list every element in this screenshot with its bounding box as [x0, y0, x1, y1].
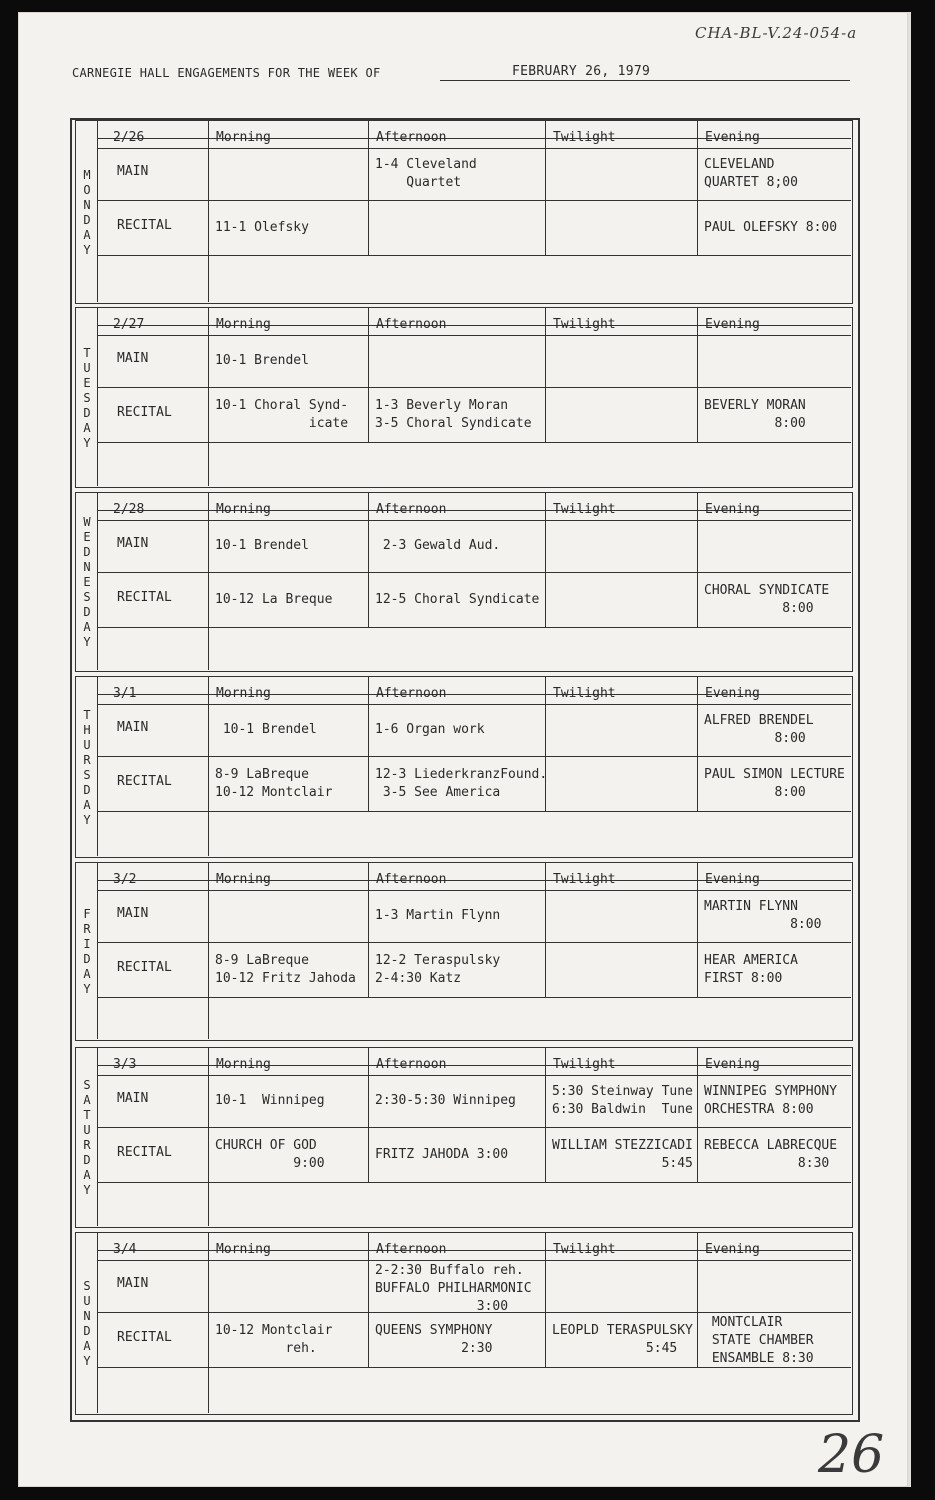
column-header-afternoon: Afternoon	[376, 686, 447, 701]
row-label-recital: RECITAL	[117, 960, 172, 975]
page-number: 26	[818, 1425, 885, 1485]
day-name-letter: D	[83, 405, 91, 420]
cell-recital-twilight: LEOPLD TERASPULSKY 5:45	[552, 1322, 693, 1356]
column-header-morning: Morning	[216, 872, 271, 887]
day-name-letter: O	[83, 182, 91, 197]
row-label-recital: RECITAL	[117, 218, 172, 233]
day-name-letter: S	[83, 767, 91, 782]
column-header-afternoon: Afternoon	[376, 1242, 447, 1257]
row-divider	[97, 148, 851, 149]
slot-column-divider	[208, 120, 209, 302]
cell-main-afternoon: 1-6 Organ work	[375, 722, 485, 737]
day-name-letter: S	[83, 390, 91, 405]
day-name-letter: W	[83, 515, 91, 529]
day-name	[75, 1078, 99, 1198]
column-header-morning: Morning	[216, 1057, 271, 1072]
day-name-letter: D	[83, 1324, 91, 1338]
cell-recital-evening: MONTCLAIR STATE CHAMBER ENSAMBLE 8:30	[711, 1315, 814, 1366]
slot-column-divider	[697, 1232, 698, 1367]
cell-main-afternoon: 1-3 Martin Flynn	[375, 908, 501, 923]
cell-recital-afternoon: 1-3 Beverly Moran 3-5 Choral Syndicate	[375, 397, 532, 431]
day-name-letter: D	[83, 782, 91, 797]
slot-column-divider	[545, 307, 546, 442]
column-header-evening: Evening	[705, 686, 760, 701]
cell-recital-afternoon: 12-3 LiederkranzFound. 3-5 See America	[375, 766, 548, 800]
day-name-letter: E	[83, 375, 91, 390]
row-label-main: MAIN	[117, 164, 149, 179]
day-name	[75, 1279, 99, 1369]
row-divider	[97, 335, 851, 336]
cell-recital-twilight: WILLIAM STEZZICADI 5:45	[552, 1137, 693, 1171]
row-divider	[97, 1127, 851, 1128]
row-divider	[97, 704, 851, 705]
row-divider	[97, 942, 851, 943]
slot-column-divider	[208, 307, 209, 486]
row-divider	[97, 811, 851, 812]
day-name-letter: D	[83, 605, 91, 619]
cell-main-evening: MARTIN FLYNN 8:00	[704, 899, 822, 932]
day-name-letter: S	[83, 590, 91, 604]
column-header-morning: Morning	[216, 317, 271, 332]
day-name-letter: A	[83, 1339, 91, 1353]
column-header-twilight: Twilight	[553, 872, 616, 887]
day-name-letter: R	[83, 1138, 91, 1152]
column-header-evening: Evening	[705, 1242, 760, 1257]
cell-main-evening: CLEVELAND QUARTET 8;00	[704, 157, 798, 190]
day-name-letter: A	[83, 620, 91, 634]
row-divider	[97, 255, 851, 256]
row-divider	[97, 997, 851, 998]
day-name-letter: T	[83, 1108, 91, 1122]
column-header-afternoon: Afternoon	[376, 502, 447, 517]
slot-column-divider	[545, 120, 546, 255]
day-block-wednesday	[75, 492, 853, 673]
day-date: 2/27	[113, 317, 145, 332]
day-block-thursday	[75, 676, 853, 859]
day-name	[75, 515, 99, 650]
row-divider	[97, 572, 851, 573]
row-divider	[97, 520, 851, 521]
day-name	[75, 708, 99, 828]
column-header-twilight: Twilight	[553, 317, 616, 332]
column-header-twilight: Twilight	[553, 686, 616, 701]
row-label-recital: RECITAL	[117, 1330, 172, 1345]
row-divider	[97, 1075, 851, 1076]
slot-column-divider	[545, 862, 546, 997]
day-name-letter: D	[83, 952, 91, 966]
day-name-letter: M	[83, 167, 91, 182]
cell-main-evening: WINNIPEG SYMPHONY ORCHESTRA 8:00	[704, 1084, 838, 1117]
cell-main-morning: 10-1 Brendel	[215, 353, 309, 368]
day-name-letter: D	[83, 212, 91, 227]
cell-main-afternoon: 2-3 Gewald Aud.	[375, 538, 501, 553]
day-name-letter: N	[83, 560, 91, 574]
cell-recital-morning: 10-1 Choral Synd- icate	[215, 397, 349, 431]
slot-column-divider	[208, 1047, 209, 1226]
slot-column-divider	[697, 307, 698, 442]
column-header-twilight: Twilight	[553, 130, 616, 145]
cell-recital-morning: 8-9 LaBreque 10-12 Fritz Jahoda	[215, 952, 356, 986]
day-name	[75, 346, 99, 451]
cell-recital-afternoon: QUEENS SYMPHONY 2:30	[375, 1322, 493, 1356]
row-divider	[97, 1182, 851, 1183]
slot-column-divider	[368, 1047, 369, 1182]
column-header-evening: Evening	[705, 130, 760, 145]
day-name-letter: T	[83, 345, 91, 360]
cell-recital-evening: PAUL OLEFSKY 8:00	[704, 219, 838, 235]
day-name-letter: N	[83, 197, 91, 212]
slot-column-divider	[697, 862, 698, 997]
slot-column-divider	[697, 492, 698, 627]
slot-column-divider	[208, 492, 209, 670]
day-date: 3/3	[113, 1057, 137, 1072]
day-name-letter: S	[83, 1078, 91, 1092]
day-name-letter: H	[83, 722, 91, 737]
row-divider	[97, 890, 851, 891]
day-name-letter: A	[83, 1168, 91, 1182]
day-name-letter: R	[83, 752, 91, 767]
column-header-morning: Morning	[216, 686, 271, 701]
slot-column-divider	[368, 862, 369, 997]
day-block-monday	[75, 120, 853, 305]
slot-column-divider	[697, 1047, 698, 1182]
day-name-letter: Y	[83, 435, 91, 450]
row-divider	[97, 387, 851, 388]
day-name-letter: E	[83, 530, 91, 544]
slot-column-divider	[208, 676, 209, 856]
cell-recital-evening: CHORAL SYNDICATE 8:00	[704, 582, 830, 616]
day-name-letter: Y	[83, 1183, 91, 1197]
column-header-twilight: Twilight	[553, 1242, 616, 1257]
cell-main-morning: 10-1 Winnipeg	[215, 1093, 325, 1108]
week-date: FEBRUARY 26, 1979	[512, 64, 651, 79]
slot-column-divider	[368, 307, 369, 442]
cell-recital-afternoon: 12-2 Teraspulsky 2-4:30 Katz	[375, 952, 501, 986]
row-label-main: MAIN	[117, 1091, 149, 1106]
day-name-letter: A	[83, 227, 91, 242]
day-date: 2/28	[113, 502, 145, 517]
row-divider	[97, 627, 851, 628]
slot-column-divider	[368, 120, 369, 255]
day-block-friday	[75, 862, 853, 1042]
day-name-letter: S	[83, 1279, 91, 1293]
cell-main-afternoon: 2-2:30 Buffalo reh. BUFFALO PHILHARMONIC 3:00	[375, 1263, 532, 1314]
cell-recital-afternoon: FRITZ JAHODA 3:00	[375, 1146, 509, 1162]
day-date: 3/1	[113, 686, 137, 701]
column-header-morning: Morning	[216, 502, 271, 517]
cell-recital-evening: HEAR AMERICA FIRST 8:00	[704, 952, 798, 986]
cell-main-morning: 10-1 Brendel	[215, 538, 309, 553]
day-name-letter: A	[83, 967, 91, 981]
day-name-letter: Y	[83, 242, 91, 257]
slot-column-divider	[208, 862, 209, 1039]
day-name-letter: Y	[83, 812, 91, 827]
day-name-letter: U	[83, 1294, 91, 1308]
cell-recital-morning: 8-9 LaBreque 10-12 Montclair	[215, 766, 333, 800]
column-header-evening: Evening	[705, 1057, 760, 1072]
row-label-recital: RECITAL	[117, 590, 172, 605]
day-date: 3/4	[113, 1242, 137, 1257]
row-divider	[97, 1260, 851, 1261]
cell-main-evening: ALFRED BRENDEL 8:00	[704, 713, 814, 746]
day-block-saturday	[75, 1047, 853, 1229]
row-label-main: MAIN	[117, 1276, 149, 1291]
row-label-main: MAIN	[117, 536, 149, 551]
column-header-evening: Evening	[705, 317, 760, 332]
column-header-afternoon: Afternoon	[376, 1057, 447, 1072]
day-name-letter: Y	[83, 635, 91, 649]
slot-column-divider	[368, 676, 369, 811]
day-name-letter: Y	[83, 1354, 91, 1368]
cell-recital-morning: CHURCH OF GOD 9:00	[215, 1137, 325, 1171]
row-label-main: MAIN	[117, 906, 149, 921]
day-name	[75, 168, 99, 258]
day-block-tuesday	[75, 307, 853, 489]
column-header-afternoon: Afternoon	[376, 872, 447, 887]
day-name-letter: Y	[83, 982, 91, 996]
day-name-letter: E	[83, 575, 91, 589]
slot-column-divider	[697, 676, 698, 811]
column-header-afternoon: Afternoon	[376, 317, 447, 332]
row-label-main: MAIN	[117, 351, 149, 366]
slot-column-divider	[545, 1047, 546, 1182]
day-name-letter: T	[83, 707, 91, 722]
day-name	[75, 907, 99, 997]
row-divider	[97, 442, 851, 443]
header-underline	[440, 80, 850, 81]
row-label-main: MAIN	[117, 720, 149, 735]
cell-recital-morning: 11-1 Olefsky	[215, 219, 309, 235]
slot-column-divider	[545, 492, 546, 627]
cell-main-afternoon: 1-4 Cleveland Quartet	[375, 157, 477, 190]
column-header-twilight: Twilight	[553, 502, 616, 517]
cell-recital-evening: PAUL SIMON LECTURE 8:00	[704, 766, 845, 800]
row-label-recital: RECITAL	[117, 405, 172, 420]
cell-main-morning: 10-1 Brendel	[215, 722, 317, 737]
day-name-letter: A	[83, 1093, 91, 1107]
day-name-letter: U	[83, 1123, 91, 1137]
column-header-evening: Evening	[705, 502, 760, 517]
column-header-morning: Morning	[216, 130, 271, 145]
cell-main-twilight: 5:30 Steinway Tune 6:30 Baldwin Tune	[552, 1084, 693, 1117]
day-name-letter: R	[83, 922, 91, 936]
row-label-recital: RECITAL	[117, 774, 172, 789]
cell-recital-afternoon: 12-5 Choral Syndicate	[375, 591, 540, 607]
day-name-letter: D	[83, 545, 91, 559]
column-header-twilight: Twilight	[553, 1057, 616, 1072]
day-block-sunday	[75, 1232, 853, 1416]
cell-recital-morning: 10-12 Montclair reh.	[215, 1322, 333, 1356]
slot-column-divider	[368, 492, 369, 627]
archive-reference: CHA-BL-V.24-054-a	[695, 24, 858, 42]
column-header-evening: Evening	[705, 872, 760, 887]
row-divider	[97, 200, 851, 201]
day-name-letter: D	[83, 1153, 91, 1167]
day-name-letter: F	[83, 907, 91, 921]
day-name-letter: A	[83, 797, 91, 812]
cell-main-afternoon: 2:30-5:30 Winnipeg	[375, 1093, 516, 1108]
slot-column-divider	[208, 1232, 209, 1413]
day-name-letter: N	[83, 1309, 91, 1323]
row-label-recital: RECITAL	[117, 1145, 172, 1160]
cell-recital-evening: REBECCA LABRECQUE 8:30	[704, 1137, 838, 1171]
cell-recital-morning: 10-12 La Breque	[215, 591, 333, 607]
column-header-morning: Morning	[216, 1242, 271, 1257]
day-name-letter: U	[83, 360, 91, 375]
day-date: 2/26	[113, 130, 145, 145]
day-name-letter: A	[83, 420, 91, 435]
slot-column-divider	[368, 1232, 369, 1367]
day-name-letter: U	[83, 737, 91, 752]
row-divider	[97, 756, 851, 757]
header-label: CARNEGIE HALL ENGAGEMENTS FOR THE WEEK OF	[72, 66, 381, 80]
slot-column-divider	[545, 1232, 546, 1367]
slot-column-divider	[697, 120, 698, 255]
day-date: 3/2	[113, 872, 137, 887]
cell-recital-evening: BEVERLY MORAN 8:00	[704, 397, 806, 431]
column-header-afternoon: Afternoon	[376, 130, 447, 145]
day-name-letter: I	[83, 937, 91, 951]
